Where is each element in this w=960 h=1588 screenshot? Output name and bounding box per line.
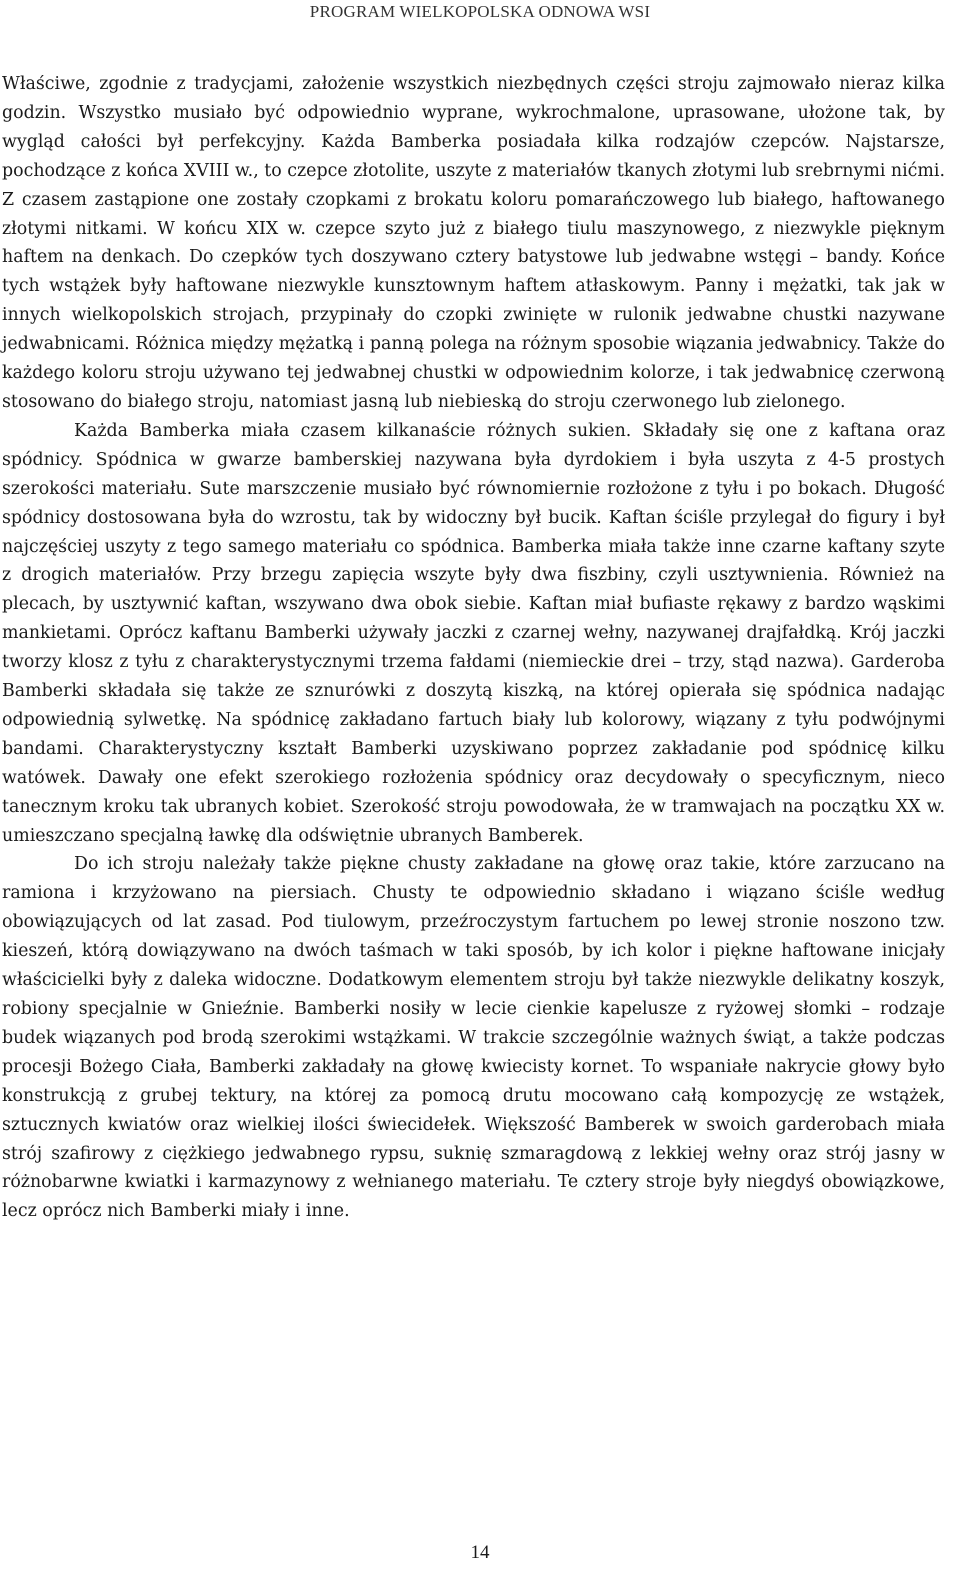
paragraph-chusty: Do ich stroju należały także piękne chusty zakładane na głowę oraz takie, które zarzucano na ramiona i krzyżowano na piersiach. Chusty te odpowiednio składano i wiązano ściśle według obowiązujących od lat zasad. Pod tiulowym, przeźroczystym fartuchem po lewej stronie noszono tzw. kieszeń, którą dowiązywano na dwóch taśmach w taki sposób, by ich kolor i piękne haftowane inicjały właścicielki były z daleka widoczne. Dodatkowym elementem stroju był także niezwykle delikatny koszyk, robiony specjalnie w Gnieźnie. Bamberki nosiły w lecie cienkie kapelusze z ryżowej słomki – rodzaje budek wiązanych pod brodą szerokimi wstążkami. W trakcie szczególnie ważnych świąt, a także podczas procesji Bożego Ciała, Bamberki zakładały na głowę kwiecisty kornet. To wspaniałe nakrycie głowy było konstrukcją z grubej tektury, na której za pomocą drutu mocowano całą kompozycję ze wstążek, sztucznych kwiatów oraz wielkiej ilości świecidełek. Większość Bamberek w swoich garderobach miała strój szafirowy z ciężkiego jedwabnego rypsu, suknię szmaragdową z lekkiej wełny oraz strój jasny w różnobarwne kwiatki i karmazynowy z wełnianego materiału. Te cztery stroje były niegdyś obowiązkowe, lecz oprócz nich Bamberki miały i inne. xyxy=(2,854,945,1222)
paragraph-suknie: Każda Bamberka miała czasem kilkanaście różnych sukien. Składały się one z kaftana oraz spódnicy. Spódnica w gwarze bamberskiej nazywana była dyrdokiem i była uszyta z 4-5 prostych szerokości materiału. Sute marszczenie musiało być równomiernie rozłożone z tyłu i po bokach. Długość spódnicy dostosowana była do wzrostu, tak by widoczny był bucik. Kaftan ściśle przylegał do figury i był najczęściej uszyty z tego samego materiału co spódnica. Bamberka miała także inne czarne kaftany szyte z drogich materiałów. Przy brzegu zapięcia wszyte były dwa fiszbiny, czyli usztywnienia. Również na plecach, by usztywnić kaftan, wszywano dwa obok siebie. Kaftan miał bufiaste rękawy z bardzo wąskimi mankietami. Oprócz kaftanu Bamberki używały jaczki z czarnej wełny, nazywanej drajfałdką. Krój jaczki tworzy klosz z tyłu z charakterystycznymi trzema fałdami (niemieckie drei – trzy, stąd nazwa). Garderoba Bamberki składała się także ze sznurówki z doszytą kiszką, na której opierała się spódnica nadając odpowiednią sylwetkę. Na spódnicę zakładano fartuch biały lub kolorowy, wiązany z tyłu podwójnymi bandami. Charakterystyczny kształt Bamberki uzyskiwano poprzez zakładanie pod spódnicę kilku watówek. Dawały one efekt szerokiego rozłożenia spódnicy oraz decydowały o specyficznym, nieco tanecznym kroku tak ubranych kobiet. Szerokość stroju powodowała, że w tramwajach na początku XX w. umieszczano specjalną ławkę dla odświętnie ubranych Bamberek. xyxy=(2,420,945,846)
page-number: 14 xyxy=(470,1542,490,1563)
paragraph-czepce: Właściwe, zgodnie z tradycjami, założenie wszystkich niezbędnych części stroju zajmowało nieraz kilka godzin. Wszystko musiało być odpowiednio wyprane, wykrochmalone, uprasowane, ułożone tak, by wygląd całości był perfekcyjny. Każda Bamberka posiadała kilka rodzajów czepców. Najstarsze, pochodzące z końca XVIII w., to czepce złotolite, uszyte z materiałów tkanych złotymi lub srebrnymi nićmi. Z czasem zastąpione one zostały czopkami z brokatu koloru pomarańczowego lub białego, haftowanego złotymi nitkami. W końcu XIX w. czepce szyto już z białego tiulu maszynowego, z niezwykle pięknym haftem na denkach. Do czepków tych doszywano cztery batystowe lub jedwabne wstęgi – bandy. Końce tych wstążek były haftowane niezwykle kunsztownym haftem atłaskowym. Panny i mężatki, tak jak w innych wielkopolskich strojach, przypinały do czopki zwinięte w rulonik jedwabne chustki nazywane jedwabnicami. Różnica między mężatką i panną polega na różnym sposobie wiązania jedwabnicy. Także do każdego koloru stroju używano tej jedwabnej chustki w odpowiednim kolorze, i tak jedwabnicę czerwoną stosowano do białego stroju, natomiast jasną lub niebieską do stroju czerwonego lub zielonego. xyxy=(2,74,945,412)
document-body xyxy=(2,70,945,1226)
page-header: PROGRAM WIELKOPOLSKA ODNOWA WSI xyxy=(309,2,651,21)
